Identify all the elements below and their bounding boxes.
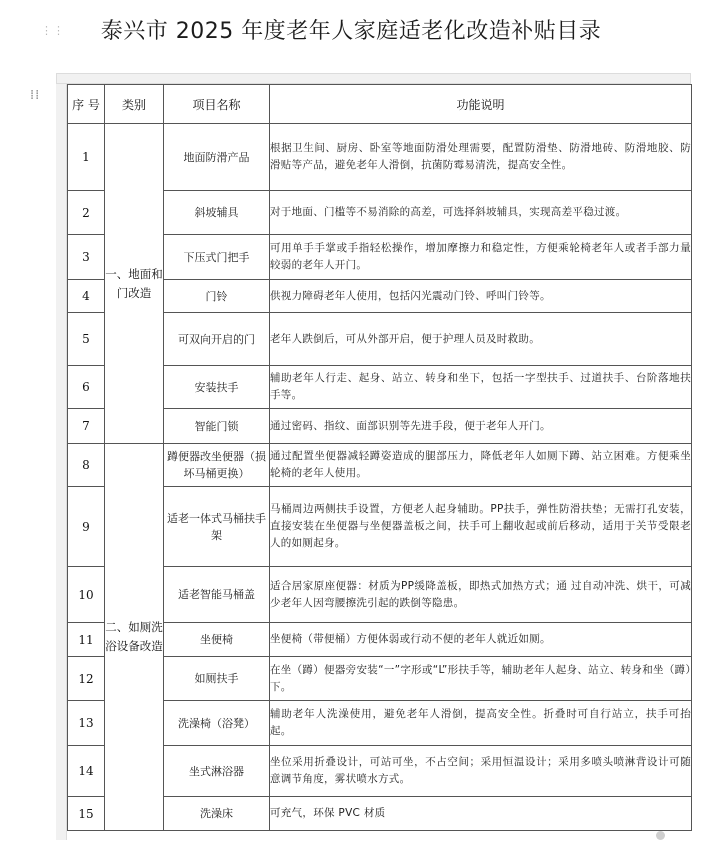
row-no: 9 xyxy=(68,487,105,567)
resize-handle-icon[interactable] xyxy=(656,831,665,840)
item-name: 安装扶手 xyxy=(164,366,270,409)
item-name: 斜坡辅具 xyxy=(164,191,270,235)
row-no: 7 xyxy=(68,409,105,444)
row-no: 1 xyxy=(68,124,105,191)
item-name: 地面防滑产品 xyxy=(164,124,270,191)
row-no: 14 xyxy=(68,746,105,797)
header-no: 序 号 xyxy=(68,85,105,124)
row-header-strip[interactable] xyxy=(56,84,67,840)
item-description: 可充气，环保 PVC 材质 xyxy=(270,797,692,831)
header-category: 类别 xyxy=(105,85,164,124)
item-name: 如厕扶手 xyxy=(164,657,270,701)
item-description: 坐位采用折叠设计，可站可坐，不占空间；采用恒温设计；采用多喷头喷淋背设计可随意调节角度，雾状喷水方式。 xyxy=(270,746,692,797)
row-no: 10 xyxy=(68,567,105,623)
row-no: 3 xyxy=(68,235,105,280)
row-no: 2 xyxy=(68,191,105,235)
item-name: 适老智能马桶盖 xyxy=(164,567,270,623)
table-drag-handle-icon[interactable]: ⁞⁞ xyxy=(30,88,41,103)
item-name: 智能门锁 xyxy=(164,409,270,444)
item-name: 门铃 xyxy=(164,280,270,313)
item-name: 洗澡椅（浴凳） xyxy=(164,701,270,746)
category-cell: 二、如厕洗浴设备改造 xyxy=(105,444,164,831)
table-row xyxy=(68,124,692,191)
row-no: 8 xyxy=(68,444,105,487)
row-no: 12 xyxy=(68,657,105,701)
table-row xyxy=(68,444,692,487)
column-header-strip[interactable] xyxy=(56,73,691,84)
item-description: 辅助老年人行走、起身、站立、转身和坐下，包括一字型扶手、过道扶手、台阶落地扶手等。 xyxy=(270,366,692,409)
item-name: 坐便椅 xyxy=(164,623,270,657)
item-description: 可用单手手掌或手指轻松操作，增加摩擦力和稳定性，方便乘轮椅老年人或者手部力量较弱的老年人开门。 xyxy=(270,235,692,280)
subsidy-catalog-table xyxy=(67,84,692,831)
header-item-name: 项目名称 xyxy=(164,85,270,124)
page-title: 泰兴市 2025 年度老年人家庭适老化改造补贴目录 xyxy=(100,19,602,44)
item-name: 可双向开启的门 xyxy=(164,313,270,366)
header-row xyxy=(68,85,692,124)
item-description: 老年人跌倒后，可从外部开启，便于护理人员及时救助。 xyxy=(270,313,692,366)
row-no: 13 xyxy=(68,701,105,746)
item-description: 根据卫生间、厨房、卧室等地面防滑处理需要，配置防滑垫、防滑地砖、防滑地胶、防滑贴等产品，避免老年人滑倒，抗菌防霉易清洗，提高安全性。 xyxy=(270,124,692,191)
item-description: 在坐（蹲）便器旁安装“一”字形或“L”形扶手等，辅助老年人起身、站立、转身和坐（蹲）下。 xyxy=(270,657,692,701)
item-name: 蹲便器改坐便器（损坏马桶更换） xyxy=(164,444,270,487)
item-description: 马桶周边两侧扶手设置，方便老人起身辅助。PP扶手，弹性防滑扶垫；无需打孔安装，直接安装在坐便器与坐便器盖板之间，扶手可上翻收起或前后移动，适用于关节受限老人的如厕起身。 xyxy=(270,487,692,567)
row-no: 5 xyxy=(68,313,105,366)
item-description: 通过配置坐便器减轻蹲姿造成的腿部压力，降低老年人如厕下蹲、站立困难。方便乘坐轮椅的老年人使用。 xyxy=(270,444,692,487)
item-name: 坐式淋浴器 xyxy=(164,746,270,797)
item-description: 坐便椅（带便桶）方便体弱或行动不便的老年人就近如厕。 xyxy=(270,623,692,657)
row-no: 4 xyxy=(68,280,105,313)
item-name: 下压式门把手 xyxy=(164,235,270,280)
item-description: 通过密码、指纹、面部识别等先进手段，便于老年人开门。 xyxy=(270,409,692,444)
drag-handle-icon[interactable]: ⋮⋮ xyxy=(41,24,65,37)
category-cell: 一、地面和门改造 xyxy=(105,124,164,444)
item-name: 适老一体式马桶扶手架 xyxy=(164,487,270,567)
item-name: 洗澡床 xyxy=(164,797,270,831)
row-no: 11 xyxy=(68,623,105,657)
item-description: 对于地面、门槛等不易消除的高差，可选择斜坡辅具，实现高差平稳过渡。 xyxy=(270,191,692,235)
row-no: 15 xyxy=(68,797,105,831)
item-description: 适合居家原座便器：材质为PP缓降盖板，即热式加热方式；通 过自动冲洗、烘干，可减少老年人因弯腰擦洗引起的跌倒等隐患。 xyxy=(270,567,692,623)
header-description: 功能说明 xyxy=(270,85,692,124)
item-description: 辅助老年人洗澡使用，避免老年人滑倒，提高安全性。折叠时可自行站立，扶手可抬起。 xyxy=(270,701,692,746)
row-no: 6 xyxy=(68,366,105,409)
item-description: 供视力障碍老年人使用，包括闪光震动门铃、呼叫门铃等。 xyxy=(270,280,692,313)
